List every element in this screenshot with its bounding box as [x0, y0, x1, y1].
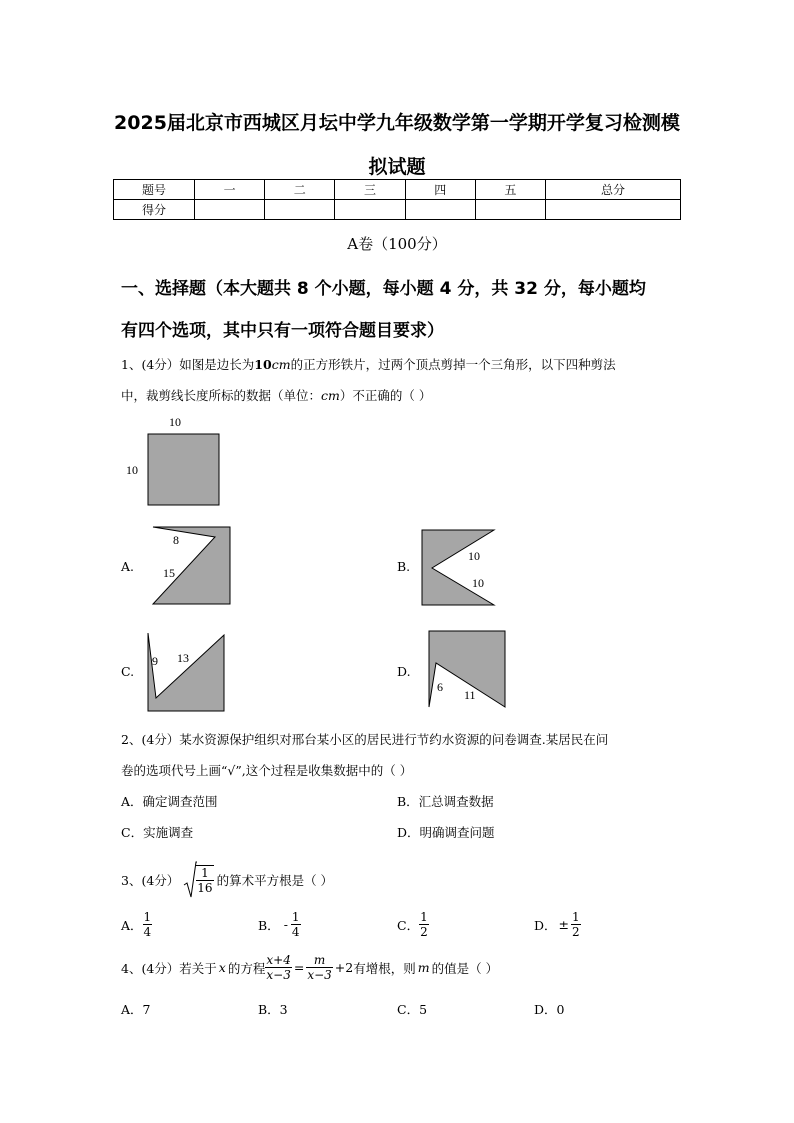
q3-option-c-fraction — [419, 910, 429, 939]
q1-text-part: 的正方形铁片，过两个顶点剪掉一个三角形，以下四种剪法 — [290, 357, 616, 372]
question-3-text — [121, 860, 333, 900]
score-cell[interactable] — [335, 200, 405, 220]
fraction-num: 1 — [291, 910, 300, 924]
score-row-label: 得分 — [114, 200, 195, 220]
q1-option-c-figure — [140, 627, 230, 715]
q3-option-b-sign: - — [283, 917, 288, 932]
option-d-label-1: 6 — [437, 680, 443, 694]
q2-option-b[interactable]: B．汇总调查数据 — [397, 794, 494, 809]
q4-suffix-2: 的值是（ ） — [431, 960, 499, 976]
q1-square-figure — [118, 410, 228, 510]
fraction-den: x−3 — [307, 968, 332, 982]
fraction-den: 2 — [572, 925, 580, 939]
q4-var-x: x — [218, 960, 226, 975]
q3-prefix: 3、(4分） — [121, 873, 180, 888]
q4-plus-two: +2 — [334, 960, 354, 975]
option-b-label-2: 10 — [472, 576, 484, 590]
score-header-cell: 二 — [265, 180, 335, 200]
q3-option-d-sign: ± — [558, 917, 570, 932]
q1-text-part: 1、(4分）如图是边长为 — [121, 357, 255, 372]
q4-fraction-2 — [306, 953, 332, 982]
question-1-text-line2 — [121, 386, 431, 404]
page-title: 2025届北京市西城区月坛中学九年级数学第一学期开学复习检测模 — [114, 112, 680, 134]
q2-option-a[interactable]: A．确定调查范围 — [121, 794, 218, 809]
square-top-label: 10 — [169, 415, 181, 429]
q2-option-d[interactable]: D．明确调查问题 — [397, 825, 495, 840]
question-1-text — [121, 355, 616, 373]
q4-option-c[interactable]: C．5 — [397, 1002, 428, 1017]
q1-option-a[interactable]: A. — [121, 559, 135, 574]
fraction-num: 1 — [572, 910, 580, 924]
option-b-label-1: 10 — [468, 549, 480, 563]
q3-option-b[interactable] — [258, 910, 301, 939]
q4-fraction-1 — [265, 953, 291, 982]
q2-option-c[interactable]: C．实施调查 — [121, 825, 194, 840]
fraction-num: m — [306, 953, 332, 968]
score-table-header-row — [114, 180, 681, 200]
q3-option-b-fraction — [291, 910, 301, 939]
square-left-label: 10 — [126, 463, 138, 477]
option-a-label-1: 8 — [173, 533, 179, 547]
score-header-cell: 三 — [335, 180, 405, 200]
fraction-num: 1 — [143, 910, 152, 924]
section-1-heading-line2: 有四个选项，其中只有一项符合题目要求） — [121, 321, 444, 341]
q3-option-d-fraction — [571, 910, 581, 939]
score-cell[interactable] — [546, 200, 681, 220]
q3-option-d[interactable] — [534, 910, 581, 939]
score-header-cell: 一 — [195, 180, 265, 200]
option-d-label-2: 11 — [464, 688, 476, 702]
question-2-text: 2、(4分）某水资源保护组织对邢台某小区的居民进行节约水资源的问卷调查.某居民在问 — [121, 732, 609, 747]
option-c-label-2: 13 — [177, 651, 189, 665]
q1-text-part: 中，裁剪线长度所标的数据（单位： — [121, 388, 322, 403]
q4-option-b[interactable]: B．3 — [258, 1002, 288, 1017]
score-header-cell: 总分 — [546, 180, 681, 200]
q1-option-d[interactable]: D. — [397, 664, 411, 679]
q3-radicand-den: 16 — [197, 881, 213, 895]
q3-radicand-num: 1 — [196, 866, 213, 881]
fraction-den: 2 — [420, 925, 428, 939]
square-shape — [148, 434, 219, 505]
score-header-cell: 题号 — [114, 180, 195, 200]
score-cell[interactable] — [405, 200, 475, 220]
q4-var-m: m — [417, 960, 430, 975]
q4-prefix: 4、(4分）若关于 — [121, 960, 217, 976]
section-1-heading: 一、选择题（本大题共 8 个小题，每小题 4 分，共 32 分，每小题均 — [121, 279, 646, 299]
paper-a-heading: A卷（100分） — [347, 235, 447, 253]
score-cell[interactable] — [195, 200, 265, 220]
q4-equals: = — [293, 960, 305, 975]
q3-option-a-label: A． — [121, 917, 143, 933]
q1-option-b[interactable]: B. — [397, 559, 411, 574]
q3-option-b-label: B． — [258, 917, 280, 933]
option-b-shape — [422, 530, 494, 605]
q3-option-c[interactable] — [397, 910, 429, 939]
option-c-label-1: 9 — [152, 654, 158, 668]
q1-text-part: ）不正确的（ ） — [339, 388, 432, 403]
score-header-cell: 四 — [405, 180, 475, 200]
page-title-line2: 拟试题 — [368, 156, 426, 178]
score-table — [113, 179, 681, 220]
q3-option-a-fraction — [143, 910, 153, 939]
q1-unit: cm — [271, 357, 291, 372]
question-2-text-line2: 卷的选项代号上画“√”,这个过程是收集数据中的（ ） — [121, 763, 413, 778]
q4-suffix-1: 有增根，则 — [353, 960, 416, 976]
q1-option-b-figure — [415, 524, 505, 610]
fraction-num: 1 — [420, 910, 428, 924]
q1-unit: cm — [321, 388, 340, 403]
q1-side-length: 10 — [254, 357, 272, 372]
q1-option-a-figure — [145, 520, 240, 610]
option-c-shape — [148, 633, 224, 711]
question-4-text — [121, 953, 498, 982]
fraction-num: x+4 — [266, 953, 291, 967]
q4-option-d[interactable]: D．0 — [534, 1002, 565, 1017]
q1-option-c[interactable]: C. — [121, 664, 135, 679]
score-table-score-row — [114, 200, 681, 220]
q3-option-d-label: D． — [534, 917, 557, 933]
fraction-den: 4 — [143, 925, 152, 939]
option-a-label-2: 15 — [163, 566, 175, 580]
q1-option-d-figure — [421, 625, 511, 713]
q4-mid: 的方程 — [227, 960, 266, 976]
fraction-den: x−3 — [266, 968, 291, 982]
radical-sign-icon — [183, 861, 197, 899]
q4-option-a[interactable]: A．7 — [121, 1002, 151, 1017]
score-cell[interactable] — [475, 200, 545, 220]
score-cell[interactable] — [265, 200, 335, 220]
q3-radicand — [196, 865, 213, 895]
score-header-cell: 五 — [475, 180, 545, 200]
fraction-den: 4 — [291, 925, 300, 939]
q3-option-c-label: C． — [397, 917, 420, 933]
q3-option-a[interactable] — [121, 910, 152, 939]
q3-suffix: 的算术平方根是（ ） — [216, 873, 334, 888]
